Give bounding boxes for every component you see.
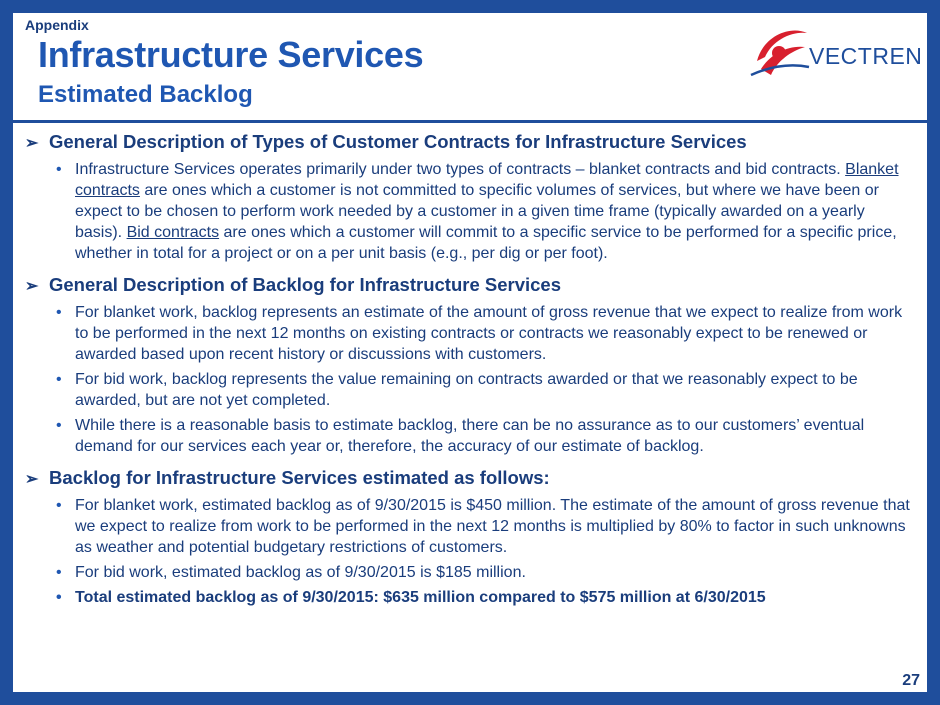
vectren-swoosh-icon	[749, 23, 811, 83]
section-backlog-estimates	[25, 467, 915, 608]
page-title: Infrastructure Services	[38, 34, 424, 75]
arrow-bullet-icon: ➢	[25, 471, 39, 488]
section-backlog-description	[25, 274, 915, 457]
list-item	[56, 369, 915, 411]
list-item	[56, 302, 915, 365]
header-divider	[13, 120, 927, 123]
section-heading-text: Backlog for Infrastructure Services estimated as follows:	[49, 467, 550, 488]
dot-bullet-icon: •	[56, 589, 62, 606]
dot-bullet-icon: •	[56, 417, 62, 434]
logo-text: VECTREN	[809, 43, 923, 69]
dot-bullet-icon: •	[56, 304, 62, 321]
slide	[13, 13, 927, 692]
list-item-text: For blanket work, estimated backlog as of 9/30/2015 is $450 million. The estimate of the amount of gross revenue that we expect to realize from work to be performed in the next 12 months is multiplied by 80% to factor in such unknowns as weather and potential budgetary restrictions of customers.	[75, 497, 910, 556]
list-item	[56, 562, 915, 583]
list-item-text: While there is a reasonable basis to estimate backlog, there can be no assurance as to our customers’ eventual demand for our services each year or, therefore, the accuracy of our estimate of backlog.	[75, 417, 865, 455]
blanket-contracts-term: Blanket contracts	[75, 161, 899, 199]
dot-bullet-icon: •	[56, 161, 62, 178]
list-item	[56, 159, 915, 264]
list-item-text	[75, 159, 915, 264]
arrow-bullet-icon: ➢	[25, 135, 39, 152]
list-item	[56, 415, 915, 457]
section-heading-text: General Description of Backlog for Infrastructure Services	[49, 274, 561, 295]
vectren-logo	[749, 23, 923, 83]
bid-contracts-term: Bid contracts	[126, 224, 220, 241]
section-heading	[25, 131, 915, 153]
section-contract-types	[25, 131, 915, 264]
section-heading-text: General Description of Types of Customer Contracts for Infrastructure Services	[49, 131, 747, 152]
text-part: Infrastructure Services operates primarily under two types of contracts – blanket contracts and bid contracts.	[75, 161, 846, 178]
total-backlog-text: Total estimated backlog as of 9/30/2015: $635 million compared to $575 million at 6/30/2015	[75, 589, 766, 606]
section-heading	[25, 274, 915, 296]
list-item-text: For blanket work, backlog represents an estimate of the amount of gross revenue that we expect to realize from work to be performed in the next 12 months on existing contracts or contracts we reasonably expect to be renewed or awarded based upon recent history or discussions with customers.	[75, 304, 903, 363]
page-subtitle: Estimated Backlog	[38, 81, 253, 108]
content	[25, 131, 915, 618]
list-item-text: For bid work, estimated backlog as of 9/30/2015 is $185 million.	[75, 564, 526, 581]
dot-bullet-icon: •	[56, 497, 62, 514]
arrow-bullet-icon: ➢	[25, 278, 39, 295]
text-part: are ones which a customer will commit to a specific service to be performed for a specific price, whether in total for a project or on a per unit basis (e.g., per dig or per foot).	[75, 224, 897, 262]
list-item-text: For bid work, backlog represents the value remaining on contracts awarded or that we reasonably expect to be awarded, but are not yet completed.	[75, 371, 858, 409]
section-heading	[25, 467, 915, 489]
dot-bullet-icon: •	[56, 371, 62, 388]
text-part: are ones which a customer is not committed to specific volumes of services, but where we have been or expect to be chosen to perform work needed by a customer in a given time frame (typically awarded on a yearly basis).	[75, 182, 879, 241]
list-item-total	[56, 587, 915, 608]
dot-bullet-icon: •	[56, 564, 62, 581]
page-number: 27	[902, 672, 920, 689]
list-item	[56, 495, 915, 558]
appendix-label: Appendix	[25, 17, 89, 33]
